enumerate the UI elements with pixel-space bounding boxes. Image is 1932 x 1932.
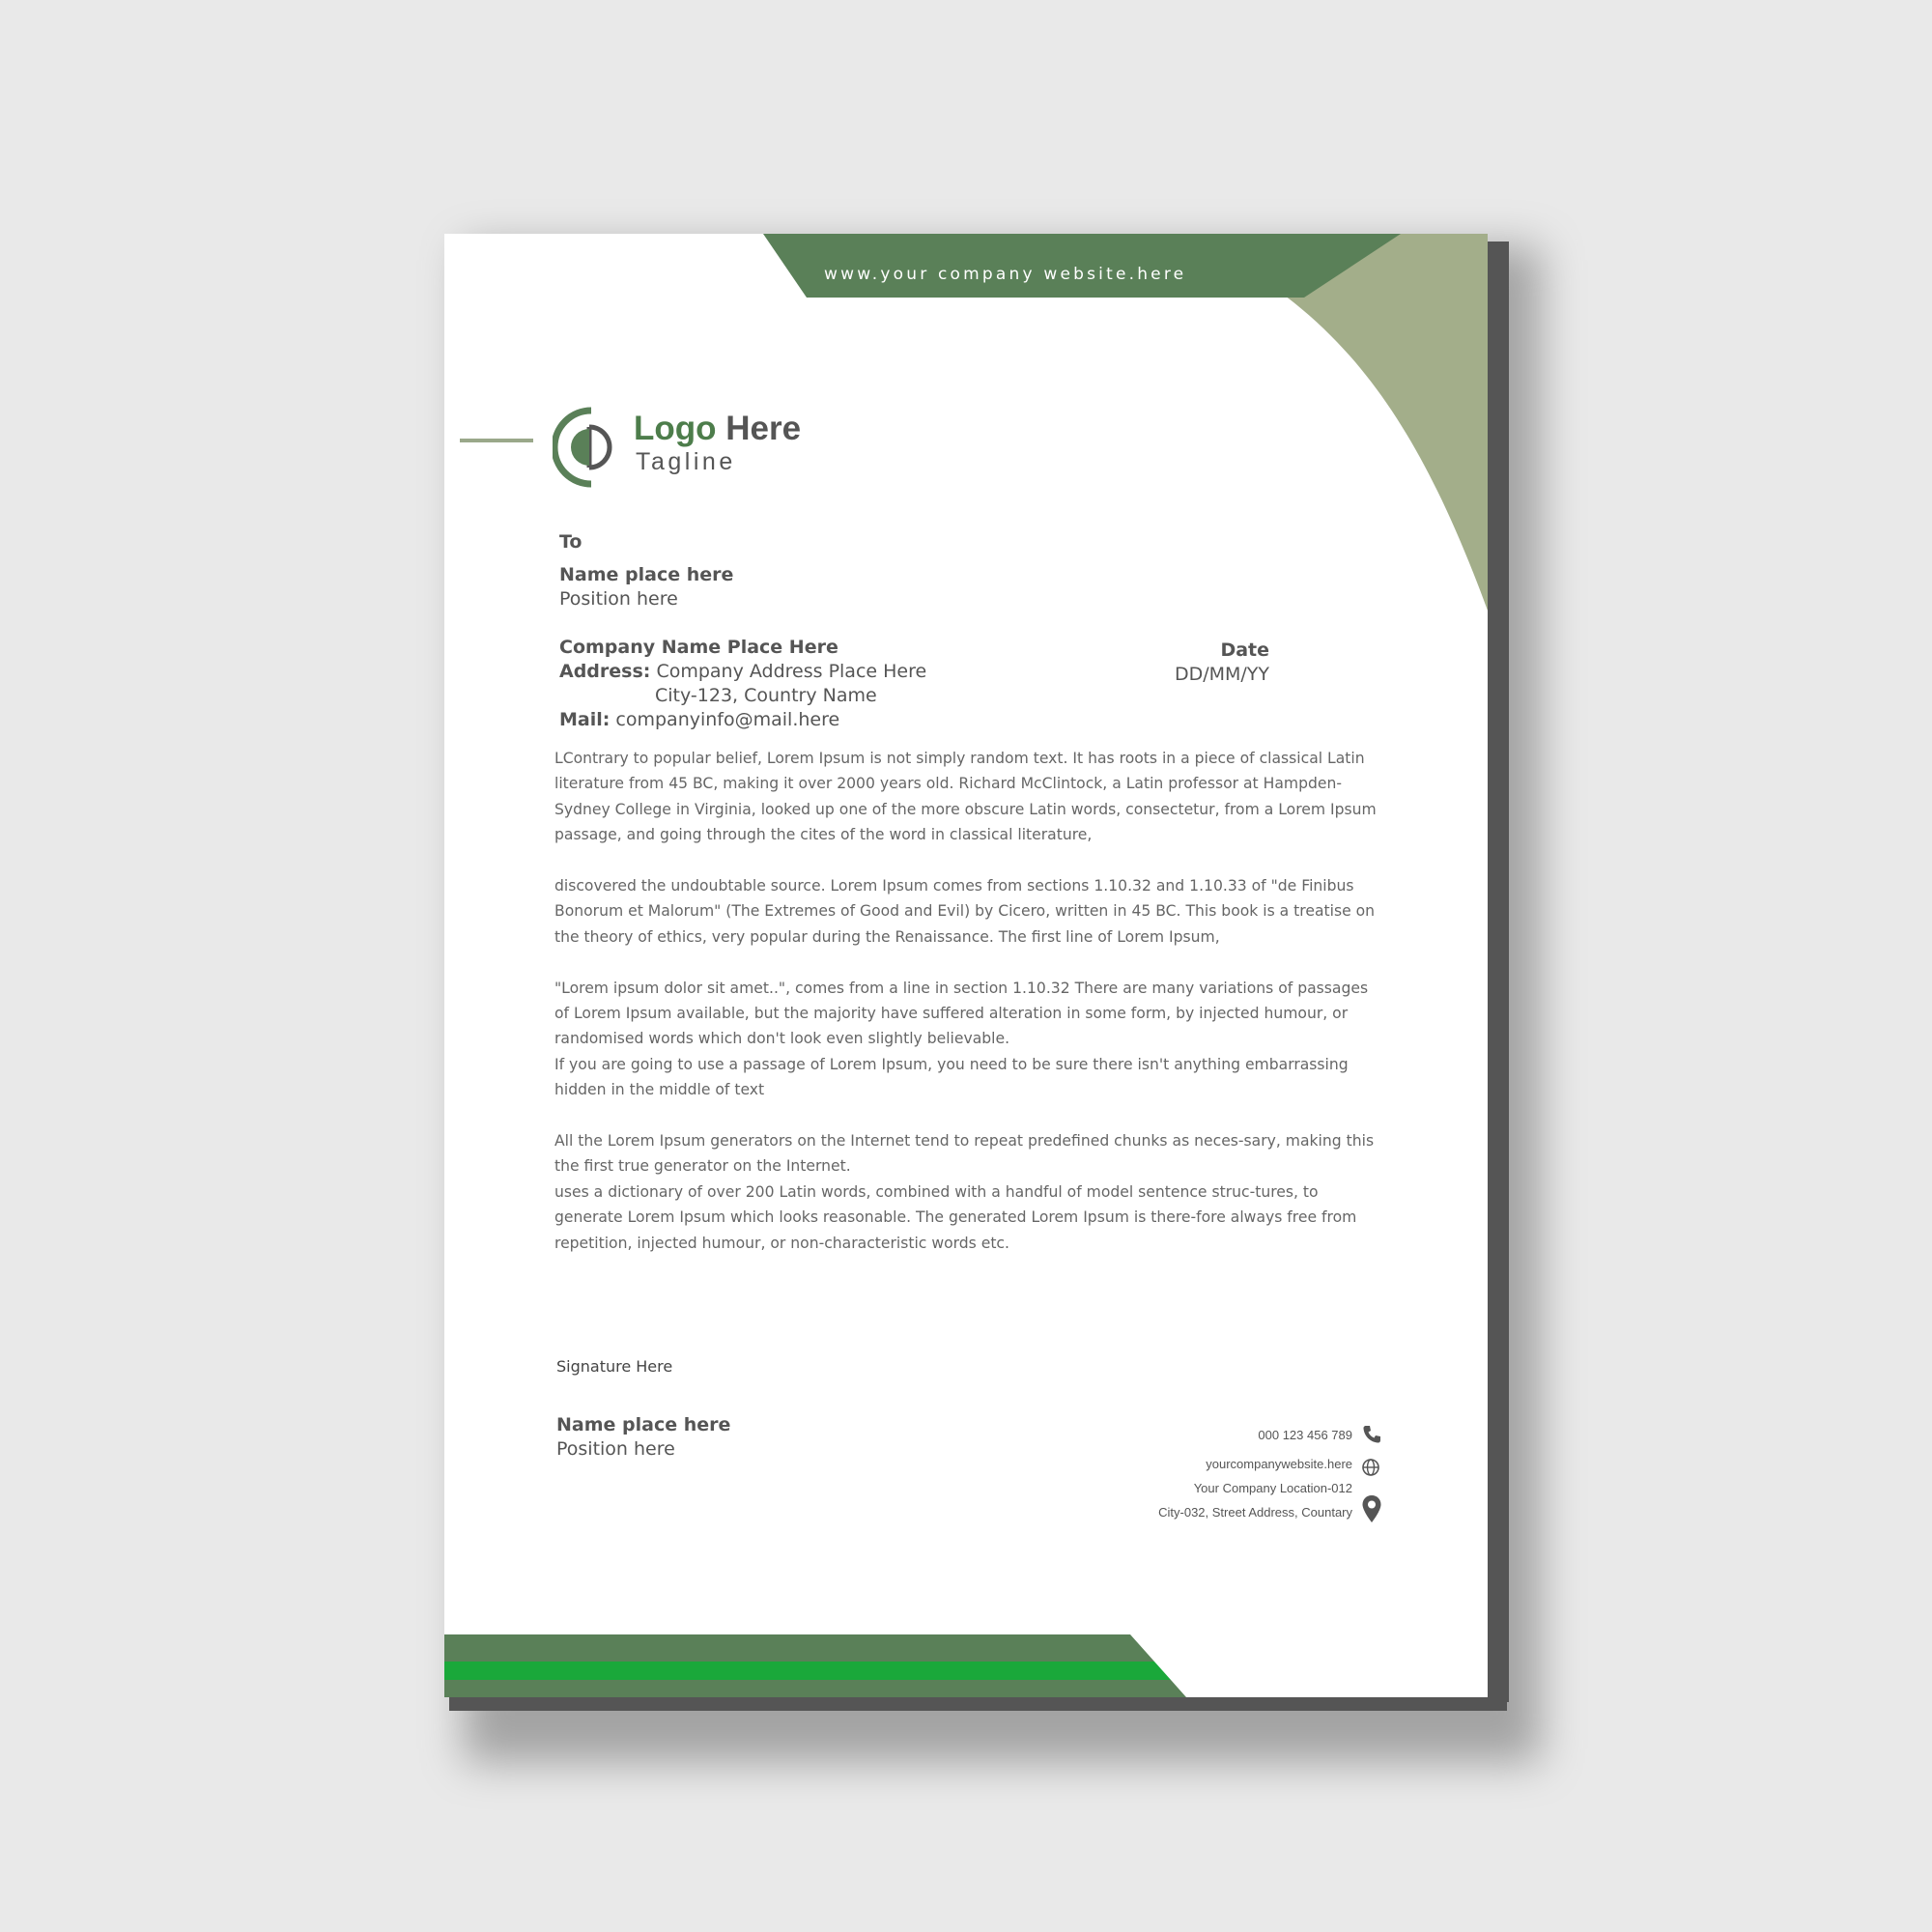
body-paragraph-1: LContrary to popular belief, Lorem Ipsum is not simply random text. It has roots in a piece of classical Latin literature from 45 BC, making it over 2000 years old. Richard McClintock, a Latin professor at Hampden-Sydney College in Virginia, looked up one of the more obscure Latin words, consectetur, from a Lorem Ipsum passage, and going through the cites of the word in classical literature, — [554, 750, 1377, 844]
date-value: DD/MM/YY — [1174, 664, 1269, 685]
recipient-mail — [559, 709, 839, 730]
to-label: To — [559, 531, 582, 553]
signature-label: Signature Here — [556, 1357, 673, 1376]
signer-position: Position here — [556, 1438, 675, 1460]
bottom-green-stripe-top — [444, 1634, 1154, 1662]
letter-body — [554, 746, 1385, 1281]
globe-icon — [1361, 1458, 1380, 1477]
recipient-position: Position here — [559, 588, 678, 610]
body-paragraph-4b: uses a dictionary of over 200 Latin words, combined with a handful of model sentence struc-tures, to generate Lorem Ipsum which looks reasonable. The generated Lorem Ipsum is there-fore always free from repetition, injected humour, or non-characteristic words etc. — [554, 1182, 1357, 1252]
logo-name-green: Logo — [634, 410, 717, 447]
logo-icon — [553, 406, 626, 489]
letterhead-page — [444, 234, 1488, 1697]
recipient-name: Name place here — [559, 564, 734, 585]
contact-website: yourcompanywebsite.here — [1206, 1457, 1352, 1471]
body-paragraph-3a: "Lorem ipsum dolor sit amet..", comes from a line in section 1.10.32 There are many variations of passages of Lorem Ipsum available, but the majority have suffered alteration in some form, by injected humour, or randomised words which don't look even slightly believable. — [554, 979, 1369, 1048]
mail-label: Mail: — [559, 709, 611, 730]
address-line2: City-123, Country Name — [655, 685, 877, 706]
bottom-bright-green-stripe — [444, 1662, 1171, 1680]
date-label: Date — [1220, 639, 1269, 661]
logo-tagline: Tagline — [636, 448, 736, 475]
phone-icon — [1361, 1424, 1382, 1445]
address-label: Address: — [559, 661, 651, 682]
recipient-company: Company Name Place Here — [559, 637, 838, 658]
body-paragraph-3b: If you are going to use a passage of Lorem Ipsum, you need to be sure there isn't anything embarrassing hidden in the middle of text — [554, 1055, 1349, 1099]
stack-edge-right — [1488, 242, 1509, 1702]
logo-name-rest: Here — [725, 410, 802, 447]
location-pin-icon — [1361, 1494, 1382, 1523]
mail-value: companyinfo@mail.here — [615, 709, 840, 730]
contact-location-1: Your Company Location-012 — [1193, 1481, 1352, 1495]
recipient-address — [559, 661, 926, 682]
stack-edge-bottom — [449, 1695, 1507, 1711]
body-paragraph-4a: All the Lorem Ipsum generators on the Internet tend to repeat predefined chunks as neces-sary, making this the first true generator on the Internet. — [554, 1132, 1375, 1176]
contact-phone: 000 123 456 789 — [1258, 1428, 1352, 1442]
body-paragraph-2: discovered the undoubtable source. Lorem Ipsum comes from sections 1.10.32 and 1.10.33 of "de Finibus Bonorum et Malorum" (The Extremes of Good and Evil) by Cicero, written in 45 BC. This book is a treatise on the theory of ethics, very popular during the Renaissance. The first line of Lorem Ipsum, — [554, 877, 1376, 946]
address-line1: Company Address Place Here — [656, 661, 927, 682]
logo-name — [634, 410, 801, 448]
website-banner-text: www.your company website.here — [824, 265, 1187, 284]
contact-location-2: City-032, Street Address, Countary — [1158, 1505, 1352, 1520]
signer-name: Name place here — [556, 1414, 731, 1435]
logo-accent-line — [460, 439, 533, 442]
bottom-green-stripe-bottom — [444, 1680, 1186, 1697]
